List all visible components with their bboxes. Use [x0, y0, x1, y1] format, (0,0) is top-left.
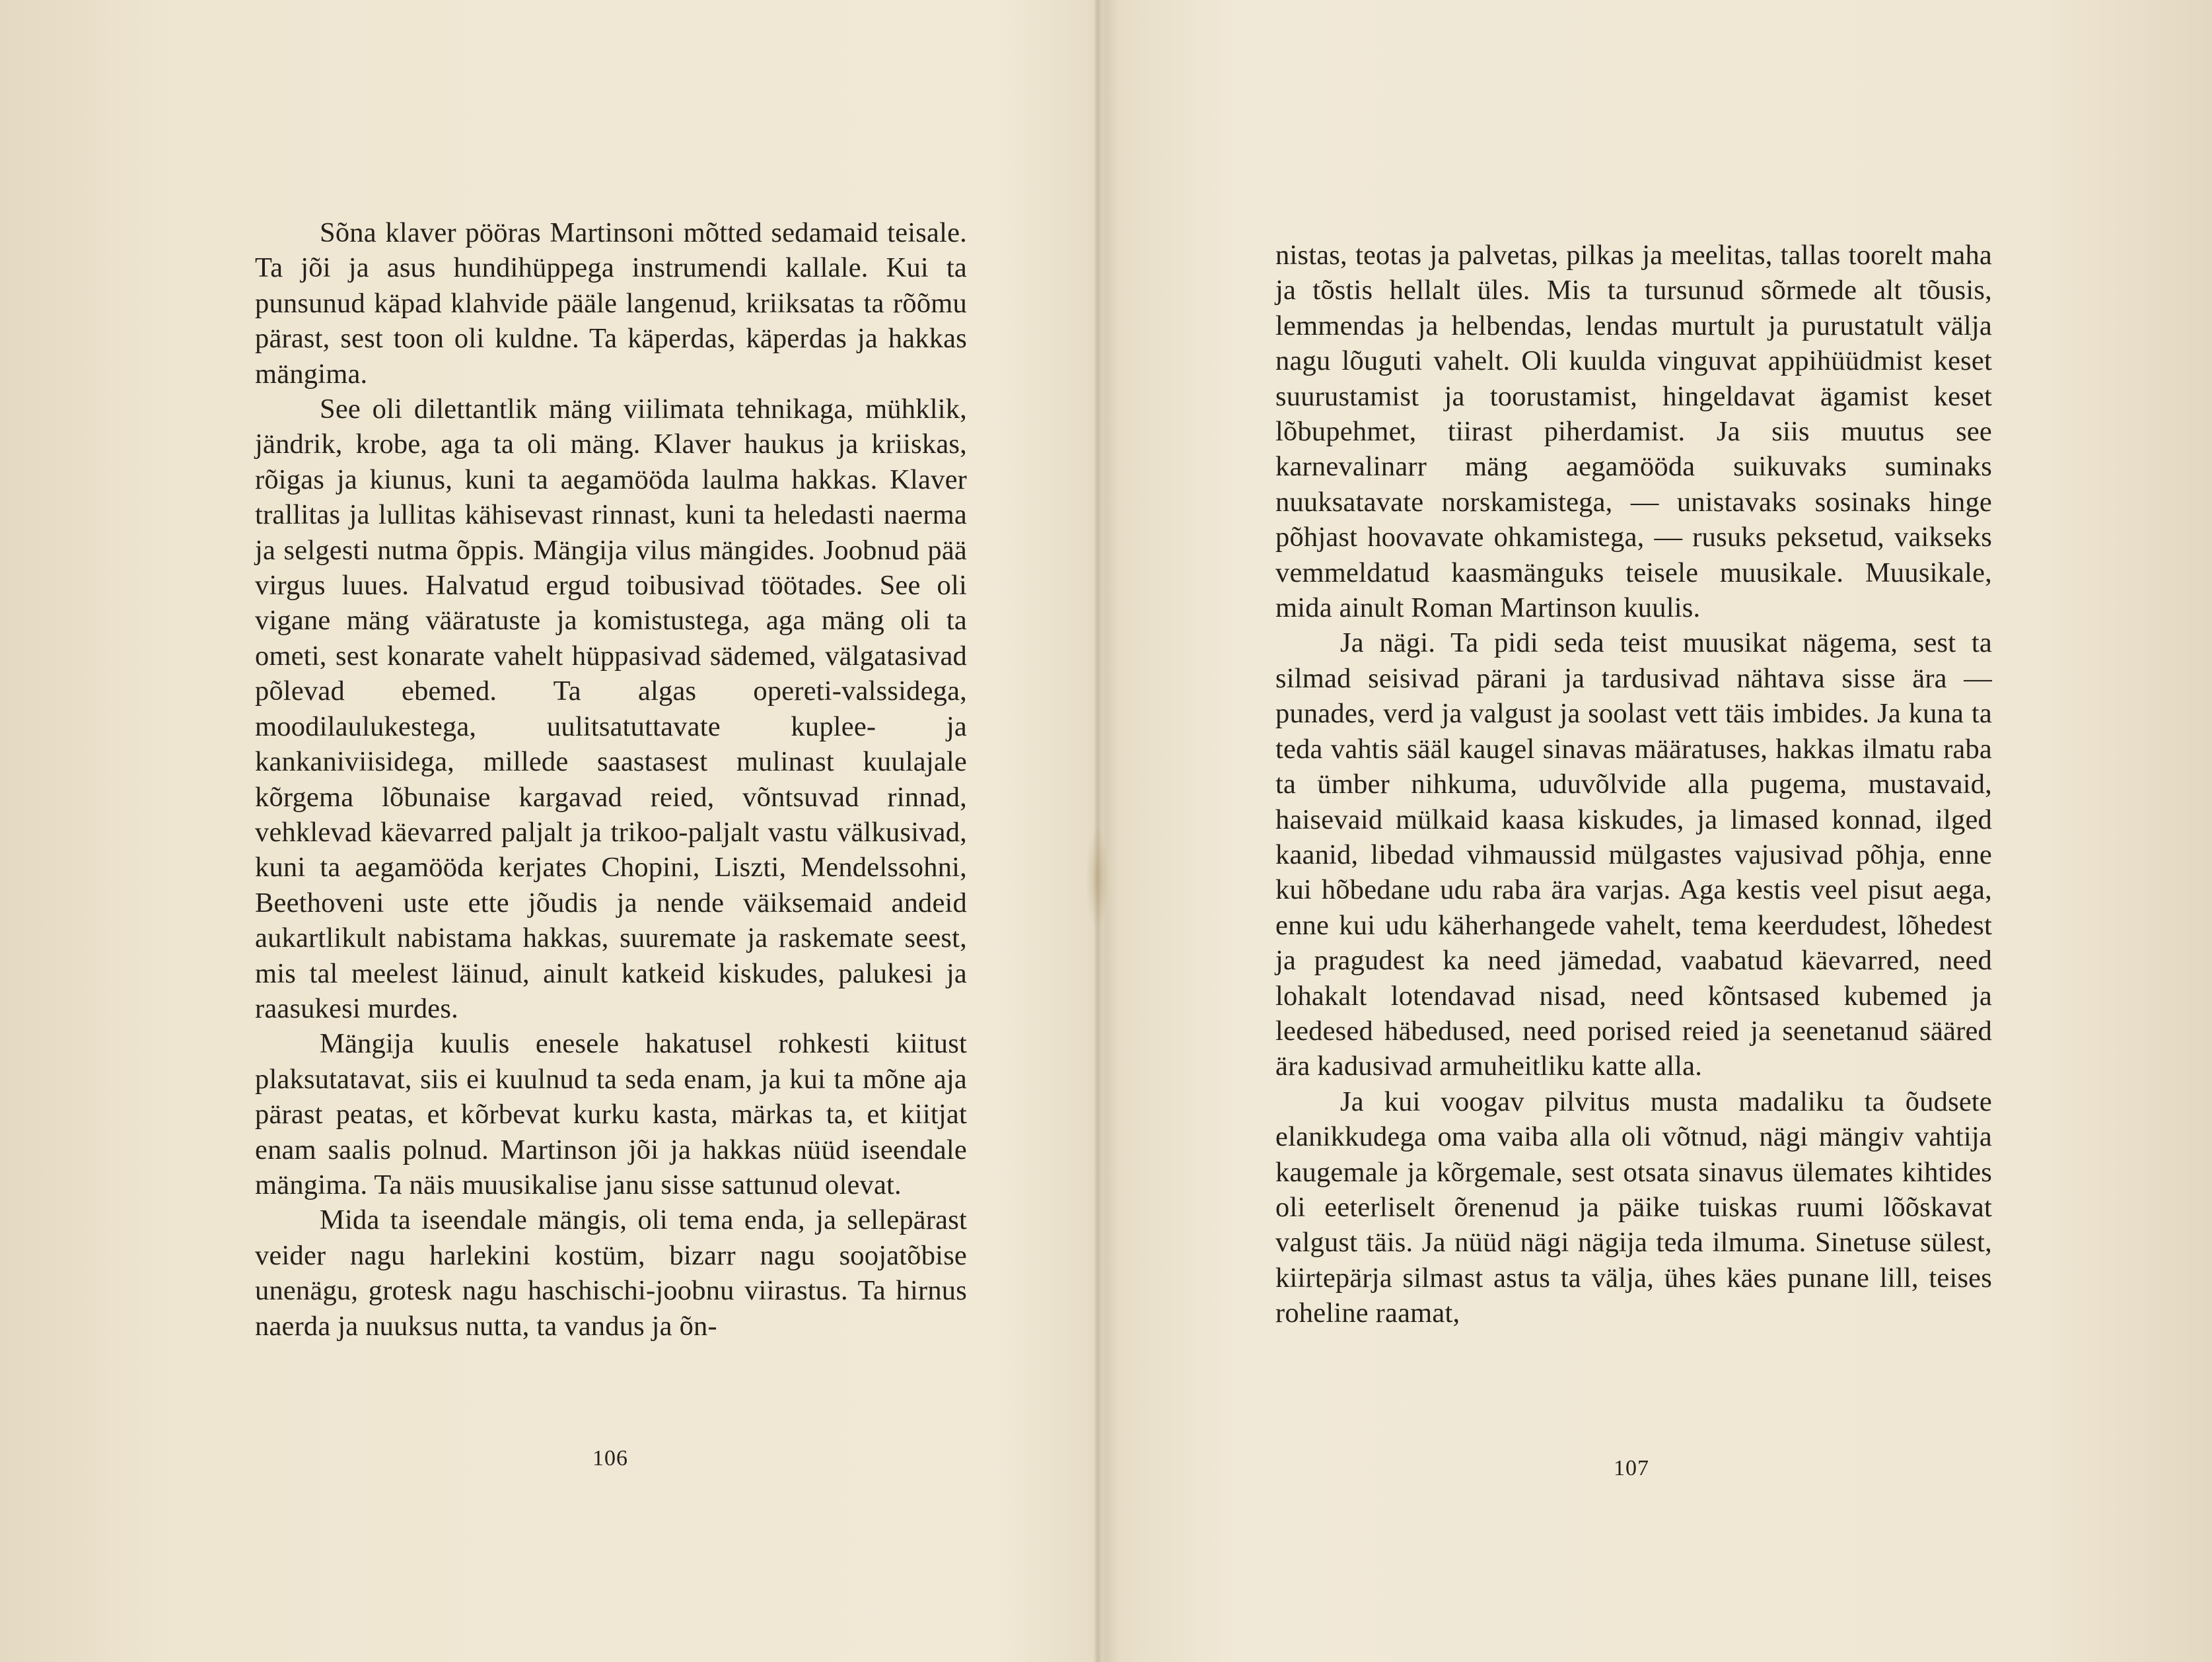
paragraph: Sõna klaver pööras Martinsoni mõtted sedamaid teisale. Ta jõi ja asus hundihüppega instrumendi kallale. Kui ta punsunud käpad klahvide pääle langenud, kriiksatas ta rõõmu pärast, sest toon oli kuldne. Ta käperdas, käperdas ja hakkas mängima.: [255, 217, 967, 390]
paragraph: nistas, teotas ja palvetas, pilkas ja meelitas, tallas toorelt maha ja tõstis hellalt üles. Mis ta tursunud sõrmede alt tõusis, lemmendas ja helbendas, lendas murtult ja purustatult välja nagu lõuguti vahelt. Oli kuulda vinguvat appihüüdmist keset suurustamist ja toorustamist, hingeldavat ägamist keset lõbupehmet, tiirast piherdamist. Ja siis muutus see karnevalinarr mäng aegamööda suikuvaks suminaks nuuksatavate norskamistega, — unistavaks sosinaks hinge põhjast hoovavate ohkamistega, — rusuks peksetud, vaikseks vemmeldatud kaasmänguks teisele muusikale. Muusikale, mida ainult Roman Martinson kuulis.: [1275, 240, 1992, 624]
left-page: [0, 0, 1096, 1662]
paragraph: Mida ta iseendale mängis, oli tema enda, ja sellepärast veider nagu harlekini kostüm, bizarr nagu soojatõbise unenägu, grotesk nagu haschischi-joobnu viirastus. Ta hirnus naerda ja nuuksus nutta, ta vandus ja õn-: [255, 1204, 967, 1342]
paragraph: See oli dilettantlik mäng viilimata tehnikaga, mühklik, jändrik, krobe, aga ta oli mäng. Klaver haukus ja kriiskas, rõigas ja kiunus, kuni ta aegamööda laulma hakkas. Klaver trallitas ja lullitas kähisevast rinnast, kuni ta heledasti naerma ja selgesti nutma õppis. Mängija vilus mängides. Joobnud pää virgus luues. Halvatud ergud toibusivad töötades. See oli vigane mäng vääratuste ja komistustega, aga mäng oli ta ometi, sest konarate vahelt hüppasivad sädemed, välgatasivad põlevad ebemed. Ta algas opereti-valssidega, moodilaulukestega, uulitsatuttavate kuplee- ja kankaniviisidega, millede saastasest mulinast kuulajale kõrgema lõbunaise kargavad reied, võntsuvad rinnad, vehklevad käevarred paljalt ja trikoo-paljalt vastu välkusivad, kuni ta aegamööda kerjates Chopini, Liszti, Mendelssohni, Beethoveni uste ette jõudis ja nende väiksemaid andeid aukartlikult nabistama hakkas, suuremate ja raskemate seest, mis tal meelest läinud, ainult katkeid kiskudes, palukesi ja raasukesi murdes.: [255, 394, 967, 1024]
right-page: [1102, 0, 2212, 1662]
paragraph: Mängija kuulis enesele hakatusel rohkesti kiitust plaksutatavat, siis ei kuulnud ta seda enam, ja kui ta mõne aja pärast peatas, et kõrbevat kurku kasta, märkas ta, et kiitjat enam saalis polnud. Martinson jõi ja hakkas nüüd iseendale mängima. Ta näis muusikalise janu sisse sattunud olevat.: [255, 1028, 967, 1200]
right-page-text: [1275, 238, 1992, 1331]
paragraph: Ja nägi. Ta pidi seda teist muusikat nägema, sest ta silmad seisivad pärani ja tardusivad nähtava sisse ära — punades, verd ja valgust ja soolast vett täis imbides. Ja kuna ta teda vahtis sääl kaugel sinavas määratuses, hakkas ilmatu raba ta ümber nihkuma, uduvõlvide alla pugema, mustavaid, haisevaid mülkaid kaasa kiskudes, ja limased konnad, ilged kaanid, libedad vihmaussid mülgastes vajusivad põhja, enne kui hõbedane udu raba ära varjas. Aga kestis veel pisut aega, enne kui udu käherhangede vahelt, tema keerdudest, lõhedest ja pragudest ka need jämedad, vaabatud käevarred, need lohakalt lotendavad nisad, need kõntsased kubemed ja leedesed häbedused, need porised reied ja seenetanud sääred ära kadusivad armuheitliku katte alla.: [1275, 627, 1992, 1082]
page-number: 107: [1614, 1456, 1649, 1480]
left-page-text: [255, 215, 967, 1344]
page-number: 106: [592, 1446, 628, 1471]
paragraph: Ja kui voogav pilvitus musta madaliku ta õudsete elanikkudega oma vaiba alla oli võtnud, nägi mängiv vahtija kaugemale ja kõrgemale, sest otsata sinavus ülemates kihtides oli eeterliselt õrenenud ja päike tuiskas ruumi lõõskavat valgust täis. Ja nüüd nägi nägija teda ilmuma. Sinetuse sülest, kiirtepärja silmast astus ta välja, ühes käes punane lill, teises roheline raamat,: [1275, 1086, 1992, 1329]
